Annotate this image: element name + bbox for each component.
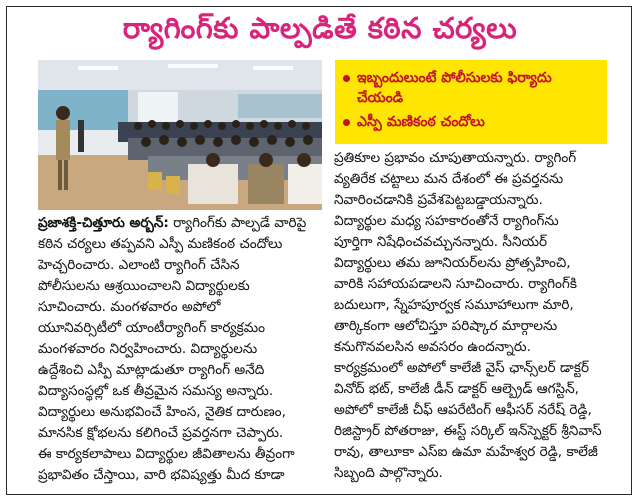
left-column bbox=[38, 213, 320, 486]
highlight-item bbox=[343, 68, 599, 108]
text-line: తార్కికంగా ఆలోచిస్తూ పరిష్కార మార్గాలను bbox=[334, 318, 558, 334]
text-line: పూర్తిగా నిషేధించవచ్చునన్నారు. సీనియర్‌ bbox=[334, 234, 548, 250]
text-line: సూచించారు. మంగళవారం అపోలో bbox=[38, 299, 221, 315]
text-line bbox=[38, 213, 320, 234]
event-photo-illustration bbox=[38, 60, 322, 210]
text-line: మంగళవారం నిర్వహించారు. విద్యార్థులను bbox=[38, 341, 258, 357]
text-line: విద్యాసంస్థల్లో ఒక తీవ్రమైన సమస్య అన్నారు. bbox=[38, 383, 274, 399]
text-line: విద్యార్థులు అనుభవించే హింస, నైతిక దారుణం, bbox=[38, 404, 286, 420]
text-line: ఈ కార్యకలాపాలు విద్యార్థుల జీవితాలను తీవ్రంగా bbox=[38, 446, 295, 462]
text-line: హెచ్చరించారు. ఎలాంటి ర్యాగింగ్‌ చేసిన bbox=[38, 257, 240, 273]
text-line: మానసిక క్షోభలను కలిగించే ప్రవర్తనగా చెప్పారు. bbox=[38, 425, 284, 441]
text-line: వారికి సహాయపడాలని సూచించారు. ర్యాగింగ్‌కి bbox=[334, 276, 577, 292]
text-line: రిజిస్ట్రార్‌ పోతరాజు, ఈస్ట్‌ సర్కిల్‌ ఇన్‌స్పెక్టర్‌ శ్రీనివాస్‌ bbox=[334, 423, 602, 439]
text-line: విద్యార్థులు తమ జూనియర్‌లను ప్రోత్సహించి, bbox=[334, 255, 571, 271]
headline: ర్యాగింగ్‌కు పాల్పడితే కఠిన చర్యలు bbox=[122, 11, 518, 45]
highlight-box bbox=[335, 60, 607, 144]
text-line: రావు, తాలూకా ఎస్‌ఐ ఉమా మహేశ్వర రెడ్డి, కాలేజీ bbox=[334, 444, 598, 460]
bullet-icon bbox=[343, 119, 350, 126]
text-line: వినోద్‌ భట్‌, కాలేజీ డీన్‌ డాక్టర్‌ ఆల్బ్రెడ్‌ ఆగస్టిన్‌, bbox=[334, 381, 579, 397]
right-column bbox=[334, 148, 604, 484]
text-line-body: ర్యాగింగ్‌కు పాల్పడే వారిపై bbox=[173, 215, 307, 231]
event-photo bbox=[38, 60, 322, 210]
text-line: కనుగొనవలసిన అవసరం ఉందన్నారు. bbox=[334, 339, 531, 355]
text-line: నివారించడానికి ప్రవేశపెట్టబడ్డాయన్నారు. bbox=[334, 192, 543, 208]
text-line: కార్యక్రమంలో అపోలో కాలేజీ వైస్‌ ఛాన్స్‌లర్‌ డాక్టర్‌ bbox=[334, 360, 590, 376]
text-line: యూనివర్సిటీలో యాంటీర్యాగింగ్‌ కార్యక్రమం bbox=[38, 320, 266, 336]
text-line: ప్రభావితం చేస్తాయి, వారి భవిష్యత్తు మీద కూడా bbox=[38, 467, 285, 483]
text-line: పోలీసులను ఆశ్రయించాలని విద్యార్థులకు bbox=[38, 278, 250, 294]
text-line: విద్యార్థుల మధ్య సహకారంతోనే ర్యాగింగ్‌ను bbox=[334, 213, 559, 229]
text-line: కఠిన చర్యలు తప్పవని ఎస్పీ మణికంఠ చందోలు bbox=[38, 236, 283, 252]
highlight-text: ఇబ్బందులుంటే పోలీసులకు ఫిర్యాదు చేయండి bbox=[357, 70, 552, 106]
dateline: ప్రజాశక్తి-చిత్తూరు అర్బన్‌: bbox=[38, 215, 169, 231]
text-line: అపోలో కాలేజీ చీఫ్‌ ఆపరేటింగ్‌ ఆఫీసర్‌ నరేష్‌ రెడ్డి, bbox=[334, 402, 592, 418]
text-line: ప్రతికూల ప్రభావం చూపుతాయన్నారు. ర్యాగింగ్‌ bbox=[334, 150, 577, 166]
text-line: ఉద్దేశించి ఎస్పీ మాట్లాడుతూ ర్యాగింగ్‌ అనేది bbox=[38, 362, 265, 378]
text-line: వ్యతిరేక చట్టాలు మన దేశంలో ఈ ప్రవర్తనను bbox=[334, 171, 564, 187]
bullet-icon bbox=[343, 75, 350, 82]
highlight-text: ఎస్పీ మణికంఠ చందోలు bbox=[357, 114, 485, 130]
highlight-item bbox=[343, 112, 599, 132]
text-line: సిబ్బంది పాల్గొన్నారు. bbox=[334, 465, 443, 481]
text-line: బదులుగా, స్నేహపూర్వక సమూహాలుగా మారి, bbox=[334, 297, 574, 313]
